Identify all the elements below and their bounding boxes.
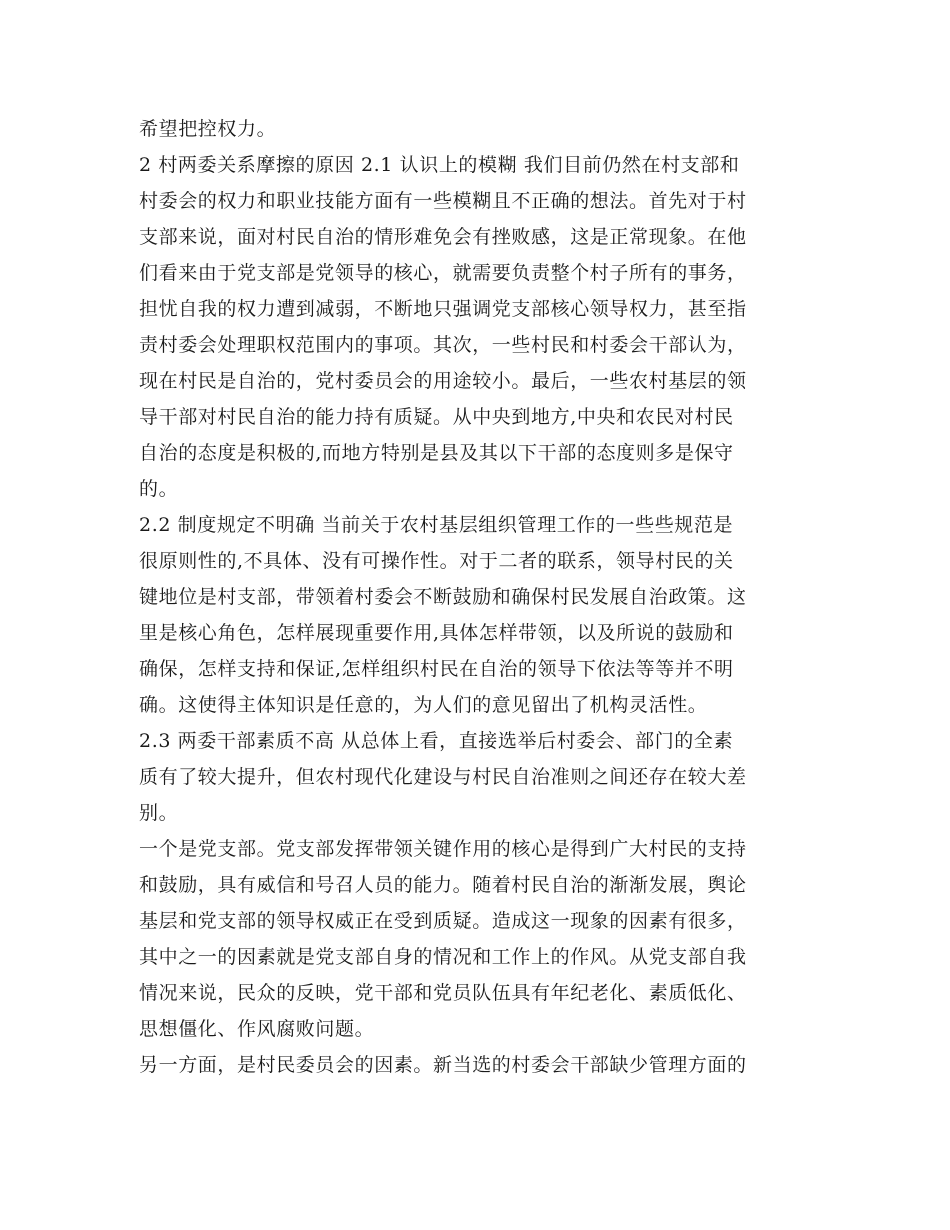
text-line: 2.3 两委干部素质不高 从总体上看，直接选举后村委会、部门的全素 [139,730,734,752]
text-line: 们看来由于党支部是党领导的核心，就需要负责整个村子所有的事务， [139,262,747,284]
text-line: 支部来说，面对村民自治的情形难免会有挫败感，这是正常现象。在他 [139,226,747,248]
text-line: 别。 [139,802,179,824]
paragraph-continuation [139,111,814,147]
text-line: 确保，怎样支持和保证,怎样组织村民在自治的领导下依法等等并不明 [139,658,734,680]
text-line: 一个是党支部。党支部发挥带领关键作用的核心是得到广大村民的支持 [139,838,747,860]
text-line: 键地位是村支部，带领着村委会不断鼓励和确保村民发展自治政策。这 [139,586,747,608]
text-line: 思想僵化、作风腐败问题。 [139,1018,375,1040]
text-line: 确。这使得主体知识是任意的，为人们的意见留出了机构灵活性。 [139,694,708,716]
paragraph-party-branch [139,831,814,1047]
text-line: 村委会的权力和职业技能方面有一些模糊且不正确的想法。首先对于村 [139,190,747,212]
text-line: 另一方面，是村民委员会的因素。新当选的村委会干部缺少管理方面的 [139,1054,747,1076]
text-line: 的。 [139,478,179,500]
text-line: 情况来说，民众的反映，党干部和党员队伍具有年纪老化、素质低化、 [139,982,747,1004]
paragraph-section-2-3 [139,723,814,831]
text-line: 其中之一的因素就是党支部自身的情况和工作上的作风。从党支部自我 [139,946,747,968]
text-line: 责村委会处理职权范围内的事项。其次，一些村民和村委会干部认为， [139,334,747,356]
paragraph-section-2-1 [139,147,814,507]
text-line: 和鼓励，具有威信和号召人员的能力。随着村民自治的渐渐发展，舆论 [139,874,747,896]
text-line: 现在村民是自治的，党村委员会的用途较小。最后，一些农村基层的领 [139,370,747,392]
text-line: 里是核心角色，怎样展现重要作用,具体怎样带领，以及所说的鼓励和 [139,622,734,644]
text-line: 自治的态度是积极的,而地方特别是县及其以下干部的态度则多是保守 [139,442,734,464]
document-body [139,111,814,1083]
text-line: 希望把控权力。 [139,118,277,140]
paragraph-village-committee [139,1047,814,1083]
text-line: 担忧自我的权力遭到减弱，不断地只强调党支部核心领导权力，甚至指 [139,298,747,320]
text-line: 很原则性的,不具体、没有可操作性。对于二者的联系，领导村民的关 [139,550,734,572]
text-line: 基层和党支部的领导权威正在受到质疑。造成这一现象的因素有很多， [139,910,747,932]
text-line: 2 村两委关系摩擦的原因 2.1 认识上的模糊 我们目前仍然在村支部和 [139,154,740,176]
text-line: 导干部对村民自治的能力持有质疑。从中央到地方,中央和农民对村民 [139,406,734,428]
text-line: 质有了较大提升，但农村现代化建设与村民自治准则之间还存在较大差 [139,766,747,788]
paragraph-section-2-2 [139,507,814,723]
text-line: 2.2 制度规定不明确 当前关于农村基层组织管理工作的一些些规范是 [139,514,734,536]
